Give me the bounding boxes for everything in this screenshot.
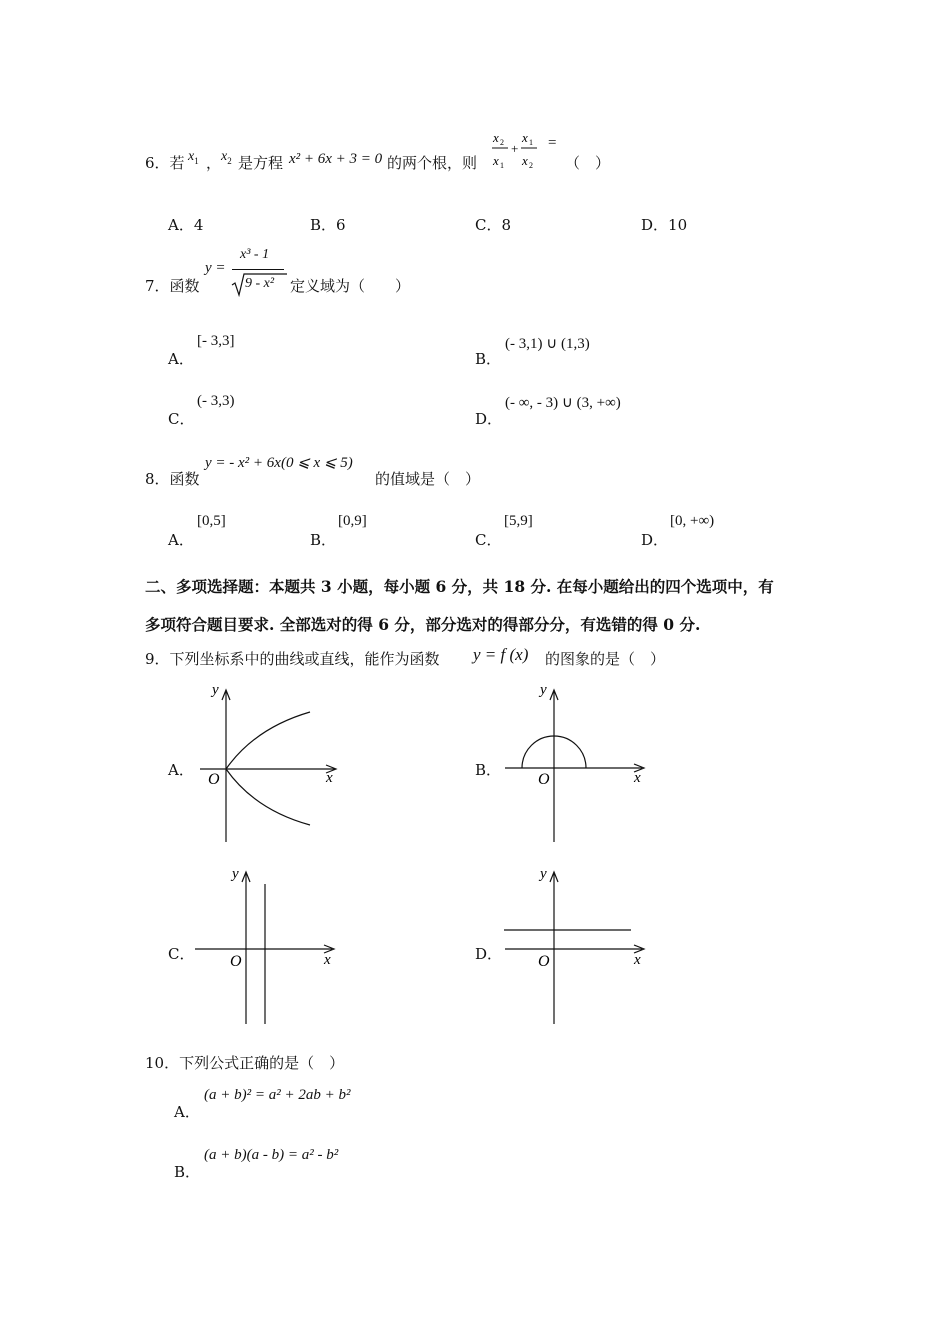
q8-formula: y = - x² + 6x(0 ⩽ x ⩽ 5) — [205, 455, 353, 471]
q8-option-b-label[interactable]: B． — [310, 531, 337, 549]
q7-option-b-value[interactable]: (- 3,1) ∪ (1,3) — [505, 336, 590, 352]
q7-option-a-label[interactable]: A． — [168, 350, 194, 368]
q10-option-a-formula[interactable]: (a + b)² = a² + 2ab + b² — [204, 1087, 351, 1103]
q8-option-b-value[interactable]: [0,9] — [338, 513, 367, 529]
q9-option-a-label[interactable]: A． — [168, 761, 194, 779]
q7-denominator: 9 - x² — [245, 276, 275, 291]
svg-text:1: 1 — [529, 138, 533, 147]
q6-equals: = — [548, 135, 557, 151]
q6-x2: $x_2$ — [221, 149, 232, 166]
q8-option-c-value[interactable]: [5,9] — [504, 513, 533, 529]
q9-formula: y = f (x) — [473, 645, 529, 664]
q7-suffix: 定义域为（ ） — [290, 277, 411, 295]
q6-option-d[interactable]: D．10 — [641, 216, 688, 234]
q9-c-x-label: x — [324, 952, 331, 968]
q8-option-c-label[interactable]: C． — [475, 531, 502, 549]
q7-y-eq: y = — [205, 260, 226, 276]
q9-d-y-label: y — [540, 866, 547, 882]
q9-b-x-label: x — [634, 770, 641, 786]
section2-heading-line1: 二、多项选择题：本题共 3 小题，每小题 6 分，共 18 分. 在每小题给出的四个选项中，有 — [145, 577, 774, 596]
q9-option-c-label[interactable]: C． — [168, 945, 195, 963]
q6-equation: x² + 6x + 3 = 0 — [289, 151, 383, 167]
q7-fraction-bar — [232, 269, 284, 270]
q9-d-x-label: x — [634, 952, 641, 968]
q6-x1: $x_1$ — [188, 149, 199, 166]
q10-text: 10．下列公式正确的是（ ） — [145, 1054, 345, 1072]
q8-suffix: 的值域是（ ） — [375, 470, 481, 488]
svg-text:x: x — [522, 153, 528, 168]
q8-prefix: 8．函数 — [145, 470, 200, 488]
q10-option-b-label[interactable]: B． — [174, 1163, 201, 1181]
q9-option-b-label[interactable]: B． — [475, 761, 502, 779]
q9-a-x-label: x — [326, 770, 333, 786]
q8-option-d-label[interactable]: D． — [641, 531, 669, 549]
q7-option-b-label[interactable]: B． — [475, 350, 502, 368]
q9-b-y-label: y — [540, 682, 547, 698]
q10-option-b-formula[interactable]: (a + b)(a - b) = a² - b² — [204, 1147, 339, 1163]
q6-option-c[interactable]: C．8 — [475, 216, 512, 234]
svg-text:2: 2 — [500, 138, 504, 147]
q7-option-c-label[interactable]: C． — [168, 410, 195, 428]
svg-text:x: x — [493, 130, 499, 145]
q7-numerator: x³ - 1 — [240, 247, 270, 262]
svg-text:x: x — [522, 130, 528, 145]
q7-prefix: 7．函数 — [145, 277, 200, 295]
q8-option-a-label[interactable]: A． — [168, 531, 194, 549]
q9-suffix: 的图象的是（ ） — [545, 650, 666, 668]
q6-comma: ， — [206, 154, 222, 172]
q6-option-b[interactable]: B．6 — [310, 216, 346, 234]
q7-option-d-label[interactable]: D． — [475, 410, 503, 428]
q6-mid: 是方程 — [238, 154, 284, 172]
q7-option-c-value[interactable]: (- 3,3) — [197, 393, 235, 409]
q6-stem — [145, 152, 185, 173]
q6-option-a[interactable]: A．4 — [168, 216, 204, 234]
q9-option-d-label[interactable]: D． — [475, 945, 503, 963]
q7-option-d-value[interactable]: (- ∞, - 3) ∪ (3, +∞) — [505, 395, 621, 411]
q9-c-origin: O — [230, 953, 242, 970]
q9-graph-a[interactable] — [195, 680, 345, 845]
svg-text:2: 2 — [529, 161, 533, 170]
q9-graph-d[interactable] — [500, 862, 650, 1027]
q9-d-origin: O — [538, 953, 550, 970]
q10-option-a-label[interactable]: A． — [174, 1103, 200, 1121]
svg-text:+: + — [511, 141, 519, 156]
q8-option-d-value[interactable]: [0, +∞) — [670, 513, 715, 529]
q6-prefix: 6．若 — [145, 154, 185, 172]
q6-paren: （ ） — [565, 154, 611, 172]
q9-text: 9．下列坐标系中的曲线或直线，能作为函数 — [145, 650, 440, 668]
q9-graph-b[interactable] — [500, 680, 650, 845]
section2-heading-line2: 多项符合题目要求. 全部选对的得 6 分，部分选对的得部分分，有选错的得 0 分. — [145, 615, 701, 634]
q9-a-y-label: y — [212, 682, 219, 698]
svg-text:1: 1 — [500, 161, 504, 170]
q9-b-origin: O — [538, 771, 550, 788]
q7-option-a-value[interactable]: [- 3,3] — [197, 333, 235, 349]
q9-graph-c[interactable] — [190, 862, 345, 1027]
q9-a-origin: O — [208, 771, 220, 788]
q8-option-a-value[interactable]: [0,5] — [197, 513, 226, 529]
q9-c-y-label: y — [232, 866, 239, 882]
q6-suffix: 的两个根，则 — [387, 154, 478, 172]
svg-text:x: x — [493, 153, 499, 168]
